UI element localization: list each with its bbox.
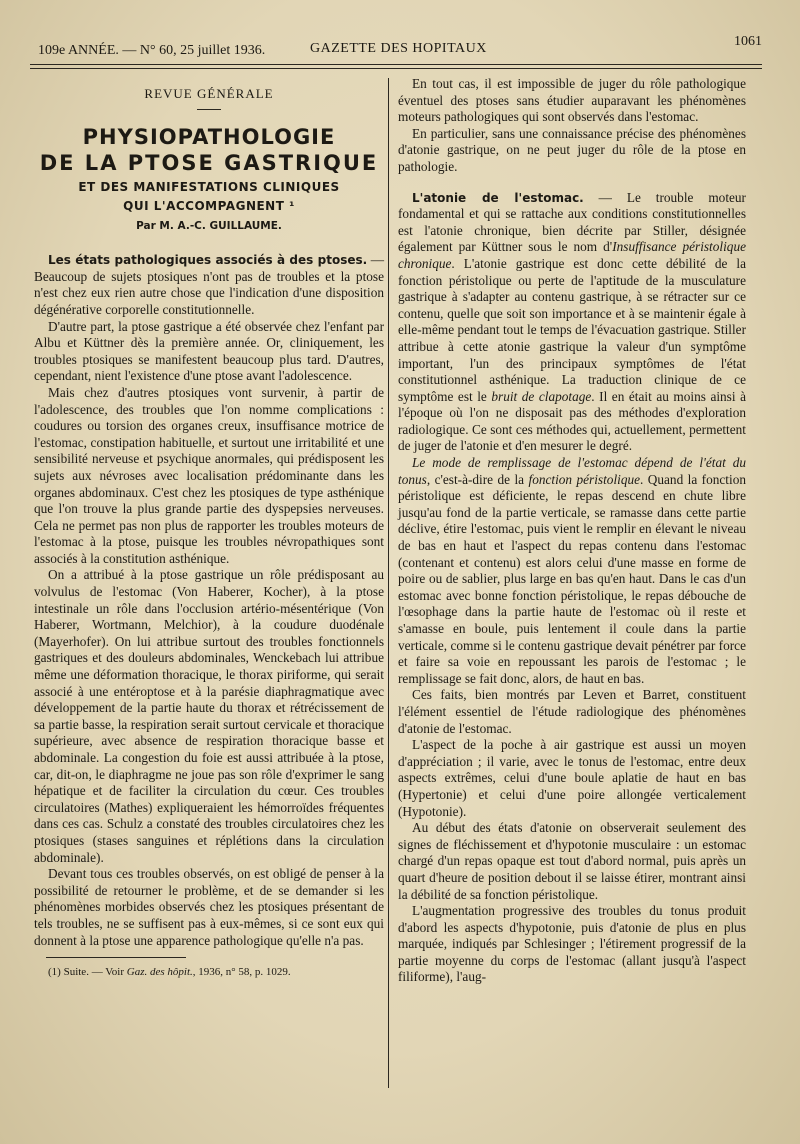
paragraph: Au début des états d'atonie on observerait seulement des signes de fléchissement et d'hypotonie musculaire : un estomac chargé d'un repas opaque est tout d'abord normal, puis après un quart d'heure de position debout il se laisse étirer, montrant ainsi la débilité de sa fonction péristolique. xyxy=(398,820,746,902)
paragraph xyxy=(398,190,746,456)
emphasis: Le mode de remplissage de l'estomac dépend de l'état du tonus xyxy=(398,455,746,487)
header-rule-double xyxy=(30,68,762,69)
paragraph: En tout cas, il est impossible de juger du rôle pathologique éventuel des ptoses sans étudier auparavant les phénomènes moteurs pathologiques qui sont observés dans l'estomac. xyxy=(398,76,746,125)
journal-title: GAZETTE DES HOPITAUX xyxy=(310,41,487,56)
paragraph-text: . Il en était au moins ainsi à l'époque où l'on ne disposait pas des méthodes d'exploration radiologique. Ce sont ces méthodes qui, actuellement, permettent de juger de l'atonie et d'en mesurer le degré. xyxy=(398,388,746,454)
emphasis: bruit de clapotage xyxy=(491,388,592,404)
paragraph: L'aspect de la poche à air gastrique est aussi un moyen d'appréciation ; il varie, avec le tonus de l'estomac, entre deux aspects extrêmes, celui d'une boule aplatie de haut en bas (Hypertonie) et celui d'une poire allongée verticalement (Hypotonie). xyxy=(398,737,746,819)
running-head xyxy=(38,34,762,60)
header-rule xyxy=(30,64,762,65)
footnote-suffix: , 1936, n° 58, p. 1029. xyxy=(192,966,291,979)
footnote-rule xyxy=(46,957,186,958)
paragraph: Devant tous ces troubles observés, on est obligé de penser à la possibilité de retourner le problème, et de se demander si les phénomènes morbides observés chez les ptosiques présentant de tels troubles, ne se suffisent pas à eux-mêmes, si ce sont eux qui donnent à la ptose une apparence pathologique qu'elle n'a pas. xyxy=(34,866,384,948)
right-column xyxy=(398,76,746,986)
paragraph: D'autre part, la ptose gastrique a été observée chez l'enfant par Albu et Küttner dès la première année. Or, cliniquement, les troubles ptosiques se manifestent beaucoup plus tard. D'autres, cependant, nient l'existence d'une ptose avant l'adolescence. xyxy=(34,318,384,384)
paragraph: L'augmentation progressive des troubles du tonus produit d'abord les aspects d'hypotonie, puis d'atonie de plus en plus marquée, indiqués par Schlesinger ; l'étirement progressif de la partie moyenne du corps de l'estomac (allant jusqu'à l'aspect filiforme), l'aug- xyxy=(398,903,746,985)
paragraph-text: . L'atonie gastrique est donc cette débilité de la fonction péristolique ou perte de l'aptitude de la musculature gastrique à s'adapter au contenu gastrique, à se rétracter sur ce contenu, quelle que soit son importance et à se maintenir égale à elle-même pendant tout le temps de l'évacuation gastrique. Stiller attribue à cette atonie gastrique la valeur d'un symptôme important, l'un des principaux symptômes de l'état constitutionnel asthénique. La traduction clinique de ce symptôme est le xyxy=(398,255,746,404)
column-separator xyxy=(388,78,389,1088)
article-header xyxy=(34,86,384,234)
paragraph-text: , c'est-à-dire de la xyxy=(426,471,529,487)
section-heading: L'atonie de l'estomac. xyxy=(412,190,584,205)
paragraph: Ces faits, bien montrés par Leven et Barret, constituent l'élément essentiel de l'étude radiologique des phénomènes d'atonie de l'estomac. xyxy=(398,687,746,736)
paragraph: Mais chez d'autres ptosiques vont survenir, à partir de l'adolescence, des troubles que l'on nomme complications : coudures ou torsion des organes creux, insuffisance motrice de l'estomac, constipation habituelle, et surtout une irritabilité et une sensibilité nerveuse et psychique anormales, qui prédisposent les sujets aux névroses avec localisation prédominante dans les organes abdominaux. C'est chez les ptosiques de type asthénique que l'on trouve la plus grande partie des dyspepsies nerveuses. Cela ne permet pas non plus de rapporter les troubles moteurs de l'estomac à la ptose, puisque les troubles névropathiques sont associés à la constitution asthénique. xyxy=(34,384,384,566)
article-subtitle-line-2: QUI L'ACCOMPAGNENT ¹ xyxy=(123,198,295,213)
footnote xyxy=(34,964,384,981)
paragraph xyxy=(34,252,384,318)
page-number: 1061 xyxy=(734,34,762,49)
spacer xyxy=(398,176,746,190)
paragraph xyxy=(398,455,746,687)
section-heading: Les états pathologiques associés à des ptoses. xyxy=(48,253,368,268)
left-column xyxy=(34,80,384,981)
issue-info: 109e ANNÉE. — N° 60, 25 juillet 1936. xyxy=(38,43,266,58)
paragraph-text: — Le trouble moteur fondamental et qui se rattache aux conditions constitutionnelles est l'atonie chronique, bien décrite par Stiller, désignée également par Küttner sous le nom d' xyxy=(398,189,746,255)
paragraph: En particulier, sans une connaissance précise des phénomènes d'atonie gastrique, on ne peut juger du rôle de la ptose en pathologie. xyxy=(398,125,746,174)
emphasis: Insuffisance péristolique chronique xyxy=(398,239,746,271)
article-title-line-1: PHYSIOPATHOLOGIE xyxy=(82,124,336,149)
article-author: Par M. A.-C. GUILLAUME. xyxy=(136,219,282,232)
section-label: REVUE GÉNÉRALE xyxy=(144,86,274,101)
article-title-line-2: DE LA PTOSE GASTRIQUE xyxy=(39,150,379,175)
paragraph-text: . Quand la fonction péristolique est déficiente, le repas descend en chute libre jusqu'au fond de la partie verticale, se ramasse dans cette partie déclive, étire l'estomac, puis vient le remplir en élevant le niveau de bas en haut et l'aspect du repas contenu dans l'estomac (contenant et contenu) est alors celui d'une masse en forme de poire ou de sablier, plus large en bas qu'en haut. Dans le cas d'un estomac avec bonne fonction péristolique, le repas débouche de l'œsophage dans la partie haute de l'estomac où il reste et s'amasse en boule, puis lentement il coule dans la partie verticale, comme si le contenu gastrique devait pénétrer par force et faire sa voie en repoussant les parois de l'estomac ; le remplissage se fait donc, alors, de haut en bas. xyxy=(398,471,746,686)
article-subtitle-line-1: ET DES MANIFESTATIONS CLINIQUES xyxy=(78,179,340,194)
emphasis: fonction péristolique xyxy=(528,471,641,487)
section-divider xyxy=(197,109,221,110)
paragraph-text: — Beaucoup de sujets ptosiques n'ont pas de troubles et la ptose n'est chez eux rien autre chose que l'indication d'une disposition dégénérative corporelle constitutionnelle. xyxy=(34,252,385,317)
footnote-prefix: (1) Suite. — Voir xyxy=(48,966,127,979)
footnote-reference: Gaz. des hôpit. xyxy=(126,966,193,979)
paragraph: On a attribué à la ptose gastrique un rôle prédisposant au volvulus de l'estomac (Von Haberer, Kocher), à la ptose intestinale un rôle dans l'occlusion artério-mésentérique (Von Haberer, Wortmann, Melchior), à la coudure duodénale (Mayerhofer). On lui attribue surtout des troubles fonctionnels gastriques et des douleurs abdominales, Wenckebach lui attribue même une déformation thoracique, le thorax piriforme, qui serait associé à une entéroptose et à la parésie diaphragmatique avec développement de la partie haute du thorax et rétrécissement de sa partie basse, la respiration serait surtout cervicale et thoracique supérieure, avec absence de respiration thoracique basse et abdominale. La congestion du foie est aussi attribuée à la ptose, car, dit-on, le diaphragme ne joue pas son rôle d'exprimer le sang hépatique et de faciliter la circulation du cœur. Ces troubles circulatoires (Mathes) expliqueraient les hémorroïdes fréquentes dans ces cas. Schulz a constaté des troubles circulatoires chez les ptosiques (stases sanguines et réplétions dans la circulation abdominale). xyxy=(34,567,384,865)
